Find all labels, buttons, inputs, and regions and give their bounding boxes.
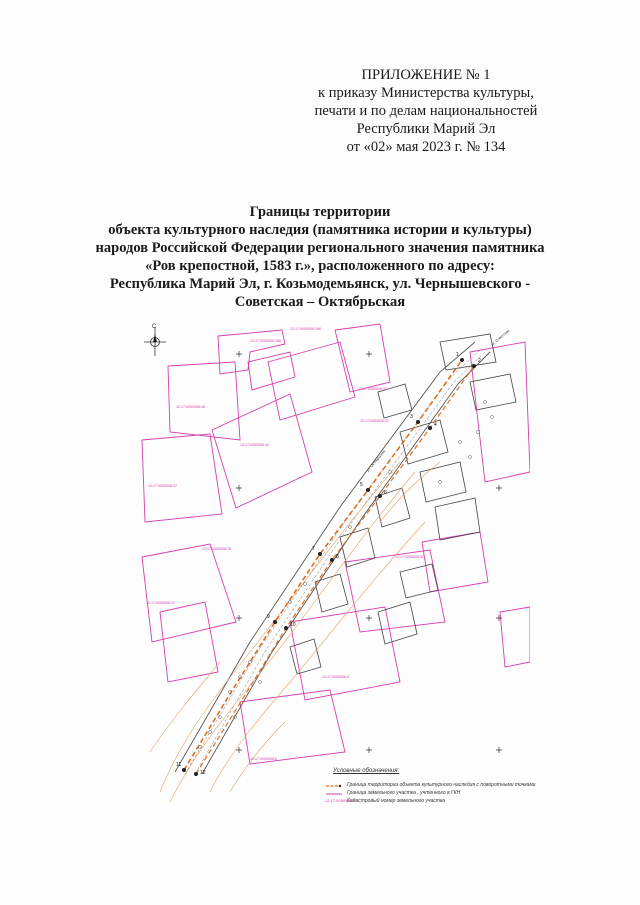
parcel-outline — [290, 607, 400, 700]
point-number: 3 — [410, 414, 413, 420]
parcel-number: 12:17:0050506:22 — [146, 601, 175, 605]
turning-point — [273, 620, 277, 624]
point-number: 8 — [336, 554, 339, 560]
turning-point — [182, 768, 186, 772]
appendix-line: Республики Марий Эл — [356, 121, 496, 137]
parcel-outline — [248, 352, 295, 390]
turning-point — [366, 488, 370, 492]
legend-row — [325, 790, 540, 797]
north-arrow-icon — [144, 324, 166, 356]
document-title — [90, 203, 550, 311]
parcel-number: 12:17:0050506:286 — [250, 339, 281, 343]
parcel-outline — [422, 532, 488, 592]
point-number: 11 — [176, 762, 182, 768]
building-outline — [470, 374, 516, 410]
building-outlines — [290, 334, 516, 674]
building-outline — [378, 602, 417, 644]
turning-point — [472, 364, 476, 368]
street-name: ул. Октябрьская — [365, 449, 387, 473]
building-outline — [315, 574, 348, 612]
title-line: народов Российской Федерации регионального значения памятника — [95, 240, 545, 256]
turning-point — [428, 426, 432, 430]
point-number: 9 — [267, 614, 270, 620]
appendix-date-line: от «02» мая 2023 г. № 134 — [346, 139, 506, 155]
appendix-line: ПРИЛОЖЕНИЕ № 1 — [361, 67, 491, 83]
point-number: 5 — [360, 482, 363, 488]
appendix-header — [296, 66, 556, 156]
parcel-number: 12:17:0050506:47 — [358, 387, 387, 391]
legend-text: Граница территории объекта культурного наследия с поворотными точками — [347, 782, 536, 788]
boundary-symbol-icon — [325, 782, 343, 789]
parcel-number: 12:17:0050506:37 — [148, 484, 177, 488]
point-number: 4 — [434, 422, 437, 428]
parcel-number: 12:17:0050506:5 — [322, 675, 349, 679]
building-outline — [400, 564, 438, 598]
turning-point — [416, 420, 420, 424]
legend-sample-number: 12:17:0050506:5 — [325, 798, 356, 803]
parcel-number: 12:17:0050506:6 — [250, 757, 277, 761]
appendix-line: печати и по делам национальностей — [314, 103, 538, 119]
title-line: «Ров крепостной, 1583 г.», расположенного по адресу: — [145, 258, 495, 274]
map-legend — [325, 768, 540, 812]
legend-text: Граница земельного участка , учтенного в ГКН — [347, 790, 461, 796]
point-number: 7 — [312, 546, 315, 552]
parcel-outline — [500, 607, 530, 667]
parcel-number: 12:17:0050506:40 — [240, 443, 269, 447]
building-outline — [435, 498, 480, 540]
survey-marks — [199, 401, 494, 749]
parcel-number: 12:17:0050506:57 — [395, 555, 424, 559]
parcel-outline — [160, 602, 218, 682]
turning-point — [284, 626, 288, 630]
title-line: Советская – Октябрьская — [234, 294, 406, 310]
point-number: 1 — [456, 352, 459, 358]
grid-crosses — [236, 351, 502, 753]
street-name: ул. Советская — [490, 328, 511, 347]
parcel-number: 12:17:0050506:196 — [290, 327, 321, 331]
turning-point — [460, 358, 464, 362]
parcel-outline — [240, 690, 345, 764]
parcel-outline — [142, 434, 222, 522]
turning-point — [194, 772, 198, 776]
parcel-number: 12:17:0050506:78 — [202, 547, 231, 551]
parcel-number: 12:17:0050506:51 — [360, 419, 389, 423]
parcel-outline — [142, 544, 236, 642]
legend-row — [325, 782, 540, 789]
point-number: 2 — [478, 358, 481, 364]
boundary-map — [140, 322, 530, 812]
point-number: 12 — [200, 770, 206, 776]
parcel-outline — [218, 330, 285, 374]
parcel-outline — [212, 394, 312, 508]
point-number: 10 — [290, 622, 296, 628]
street-corridor — [175, 342, 490, 774]
appendix-line: к приказу Министерства культуры, — [318, 85, 534, 101]
legend-title: Условные обозначения: — [333, 768, 400, 774]
building-outline — [420, 462, 466, 502]
turning-point — [378, 494, 382, 498]
parcel-number: 12:17:0050506:48 — [176, 405, 205, 409]
parcel-symbol-icon — [325, 790, 343, 797]
parcel-outline — [335, 324, 390, 392]
title-line: Границы территории — [249, 204, 391, 220]
parcel-outline — [168, 362, 240, 440]
title-line: Республика Марий Эл, г. Козьмодемьянск, ул. Чернышевского - — [109, 276, 531, 292]
building-outline — [400, 420, 448, 464]
turning-point — [318, 552, 322, 556]
north-letter: С — [152, 324, 157, 330]
legend-row — [325, 798, 540, 805]
title-line: объекта культурного наследия (памятника истории и культуры) — [108, 222, 532, 238]
legend-text: Кадастровый номер земельного участка — [347, 798, 446, 804]
map-drawing — [140, 322, 530, 812]
map-labels — [146, 327, 510, 776]
turning-point — [330, 558, 334, 562]
point-number: 6 — [384, 490, 387, 496]
